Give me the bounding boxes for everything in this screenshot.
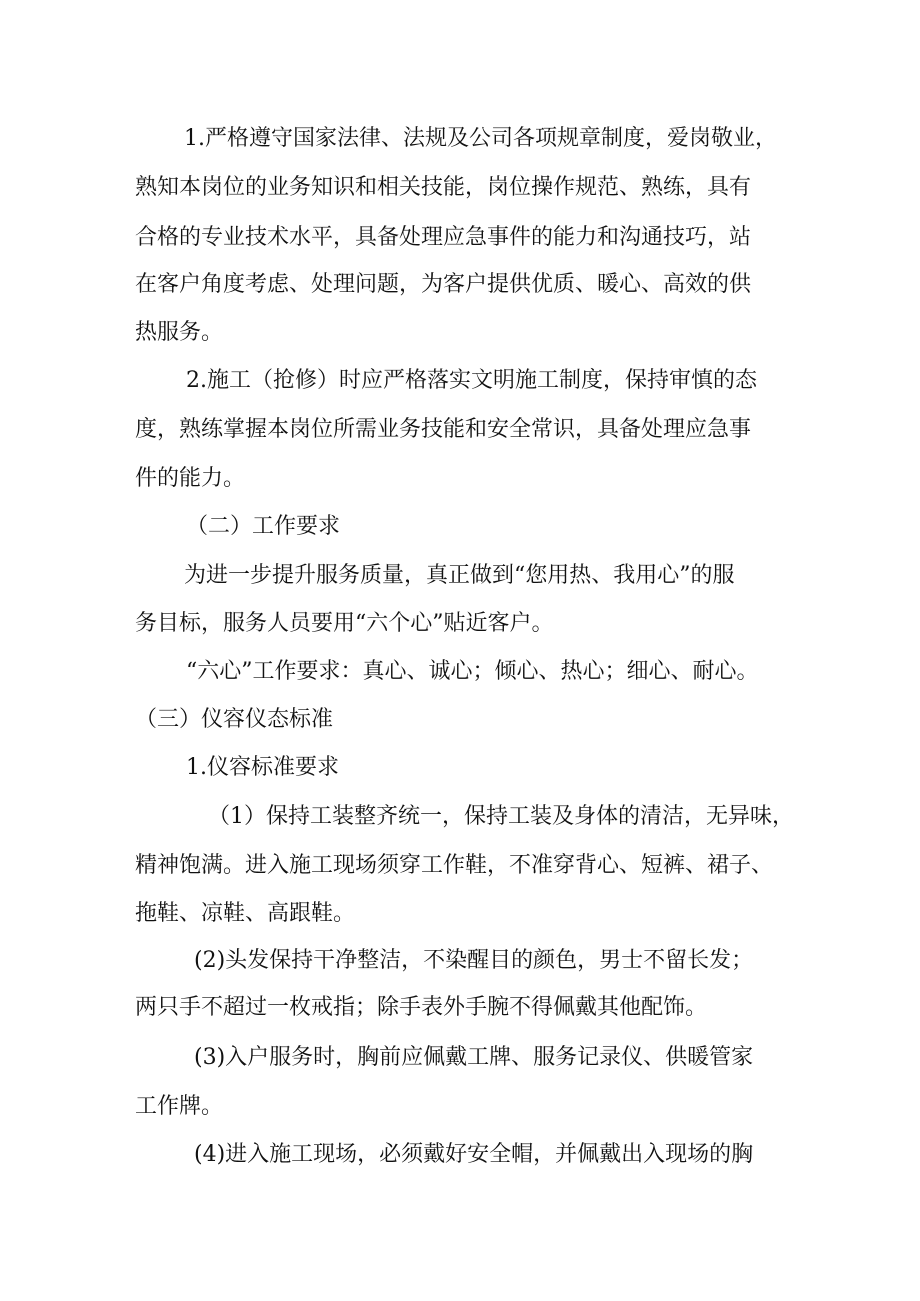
- item-2-line-1: (2)头发保持干净整洁，不染醒目的颜色，男士不留长发；: [194, 948, 754, 973]
- section-heading-work-requirements: （二）工作要求: [186, 514, 341, 539]
- item-3-line-2: 工作牌。: [135, 1094, 224, 1119]
- item-4-line-1: (4)进入施工现场，必须戴好安全帽，并佩戴出入现场的胸: [194, 1142, 754, 1167]
- paragraph-2-line-3: 件的能力。: [135, 466, 246, 491]
- item-2-line-2: 两只手不超过一枚戒指；除手表外手腕不得佩戴其他配饰。: [135, 995, 708, 1020]
- subheading-appearance-requirements: 1.仪容标准要求: [186, 755, 339, 780]
- six-hearts-line: “六心”工作要求：真心、诚心；倾心、热心；细心、耐心。: [186, 659, 759, 684]
- paragraph-1-line-5: 热服务。: [135, 320, 224, 345]
- item-1-line-2: 精神饱满。进入施工现场须穿工作鞋，不准穿背心、短裤、裙子、: [135, 853, 774, 878]
- paragraph-1-line-2: 熟知本岗位的业务知识和相关技能，岗位操作规范、熟练，具有: [135, 175, 752, 200]
- item-3-line-1: (3)入户服务时，胸前应佩戴工牌、服务记录仪、供暖管家: [194, 1045, 754, 1070]
- paragraph-1-line-4: 在客户角度考虑、处理问题，为客户提供优质、暖心、高效的供: [135, 272, 752, 297]
- paragraph-2-line-1: 2.施工（抢修）时应严格落实文明施工制度，保持审慎的态: [186, 368, 757, 393]
- item-1-line-1: （1）保持工装整齐统一，保持工装及身体的清洁，无异味，: [208, 804, 794, 829]
- paragraph-1-line-3: 合格的专业技术水平，具备处理应急事件的能力和沟通技巧，站: [135, 225, 752, 250]
- section-heading-appearance-standards: （三）仪容仪态标准: [135, 707, 334, 732]
- paragraph-3-line-2: 务目标，服务人员要用“六个心”贴近客户。: [135, 611, 554, 636]
- paragraph-3-line-1: 为进一步提升服务质量，真正做到“您用热、我用心”的服: [184, 563, 735, 588]
- item-1-line-3: 拖鞋、凉鞋、高跟鞋。: [135, 901, 356, 926]
- paragraph-1-line-1: 1.严格遵守国家法律、法规及公司各项规章制度，爱岗敬业，: [184, 126, 777, 151]
- paragraph-2-line-2: 度，熟练掌握本岗位所需业务技能和安全常识，具备处理应急事: [135, 417, 752, 442]
